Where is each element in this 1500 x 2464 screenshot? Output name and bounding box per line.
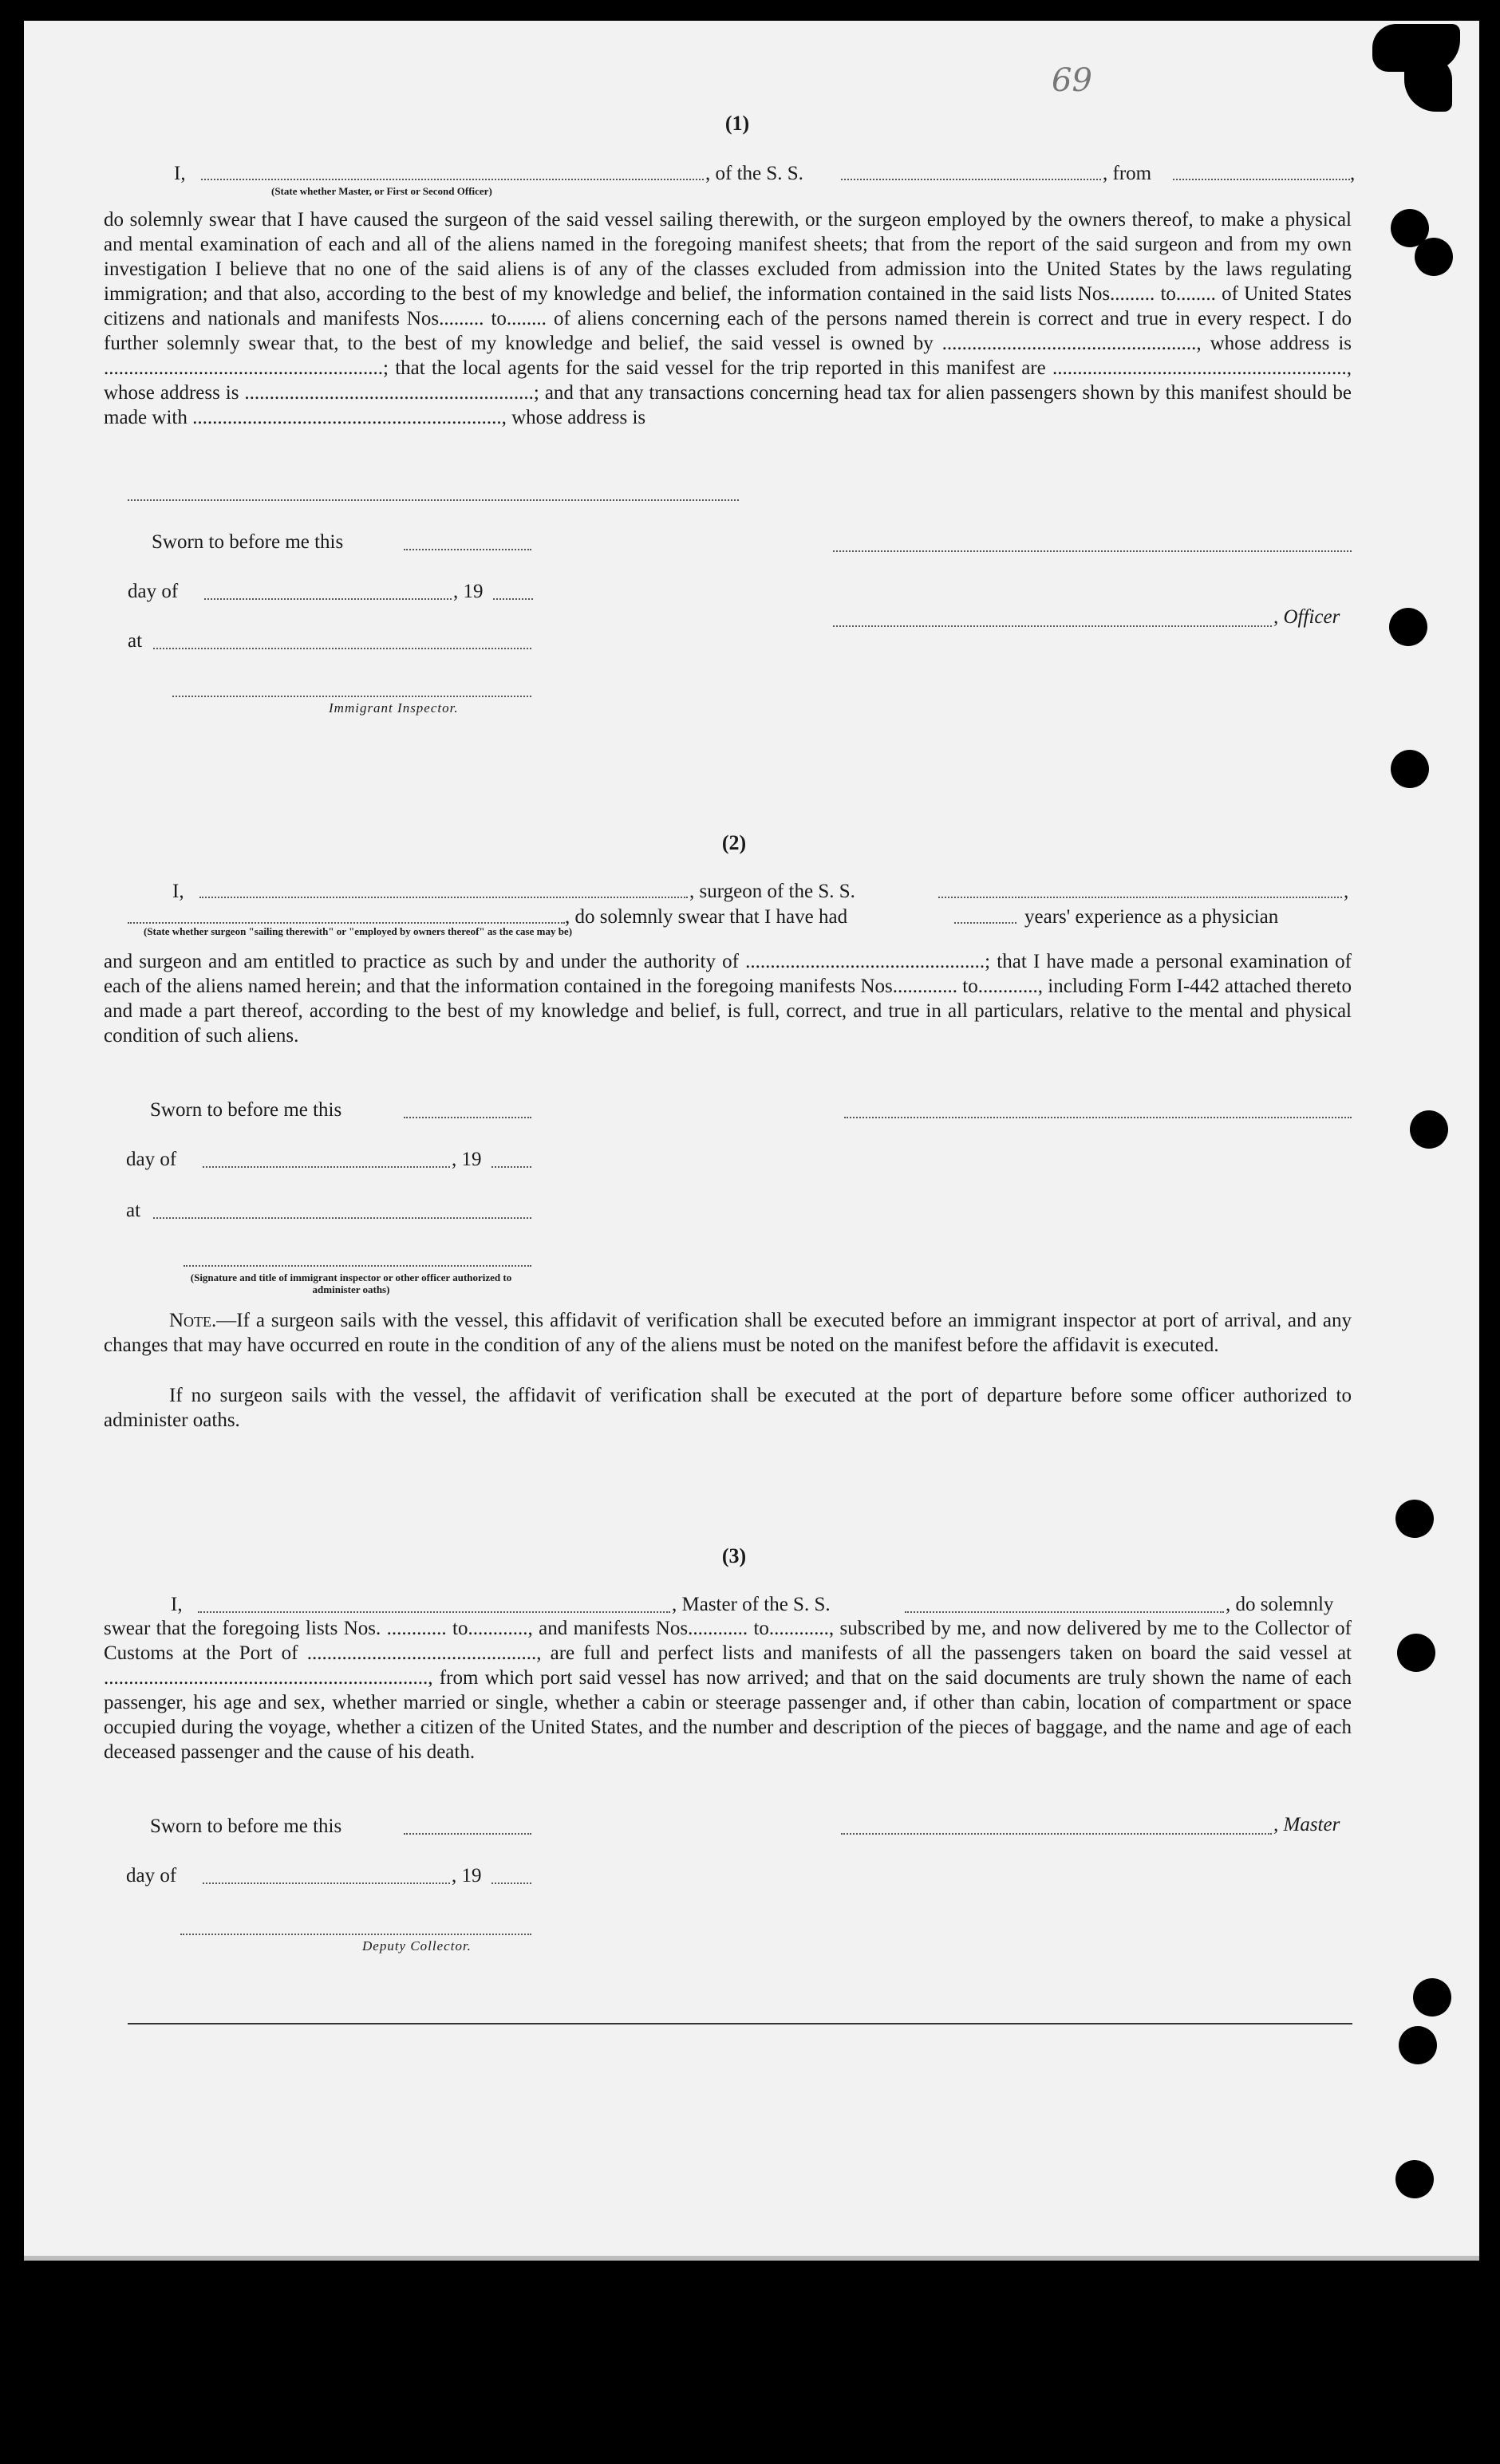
blank-field[interactable] — [404, 1833, 531, 1835]
punch-hole — [1391, 750, 1429, 788]
sworn-label: Sworn to before me this — [152, 531, 344, 553]
note-text: —If a surgeon sails with the vessel, this affidavit of verification shall be executed before an immigrant inspector at port of arrival, and any changes that may have occurred en route in the condition of any of the aliens must be noted on the manifest before the affidavit is executed. — [104, 1310, 1352, 1356]
section1-subcaption: (State whether Master, or First or Second Officer) — [271, 185, 492, 197]
page-edge — [24, 2256, 1479, 2261]
deputy-signature-line[interactable] — [180, 1934, 531, 1935]
master-signature-line[interactable] — [841, 1833, 1272, 1835]
day-of-label: day of — [126, 1865, 177, 1886]
section2-comma: , — [1344, 881, 1349, 902]
blank-field[interactable] — [128, 922, 565, 924]
blank-field[interactable] — [204, 598, 452, 600]
section1-i: I, — [174, 163, 186, 184]
punch-hole — [1413, 1978, 1451, 2017]
blank-field[interactable] — [203, 1166, 450, 1168]
blank-field[interactable] — [493, 598, 533, 600]
day-of-label: day of — [128, 581, 179, 602]
punch-hole — [1399, 2026, 1437, 2064]
punch-hole — [1395, 2160, 1434, 2198]
deputy-caption: Deputy Collector. — [362, 1938, 472, 1953]
blank-field[interactable] — [1173, 179, 1350, 180]
inspector-caption: Immigrant Inspector. — [329, 700, 459, 716]
blank-field[interactable] — [199, 897, 688, 898]
blank-field[interactable] — [153, 648, 531, 649]
punch-hole — [1415, 238, 1453, 276]
section1-comma: , — [1350, 163, 1356, 184]
sworn-label: Sworn to before me this — [150, 1815, 342, 1837]
at-label: at — [128, 630, 143, 652]
blank-field[interactable] — [203, 1882, 450, 1884]
blank-field[interactable] — [491, 1882, 531, 1884]
blank-field[interactable] — [201, 179, 704, 180]
blank-field[interactable] — [905, 1611, 1224, 1613]
officer-signature-line[interactable] — [833, 625, 1272, 627]
blank-field[interactable] — [153, 1217, 531, 1219]
section2-note — [104, 1308, 1352, 1358]
section3-master-of: , Master of the S. S. — [672, 1594, 831, 1615]
section2-surgeon-of: , surgeon of the S. S. — [689, 881, 855, 902]
officer-label: , Officer — [1273, 606, 1340, 628]
punch-hole — [1410, 1110, 1448, 1149]
section2-subcaption: (State whether surgeon "sailing therewith" or "employed by owners thereof" as the case may be) — [144, 925, 573, 937]
section2-heading: (2) — [721, 831, 747, 854]
section3-heading: (3) — [721, 1544, 747, 1567]
section1-heading: (1) — [724, 112, 750, 135]
blank-field[interactable] — [404, 549, 531, 550]
section3-body: swear that the foregoing lists Nos. ............ to............, and manifests Nos............ to............, subscribed by me, and now delivered by me to the Collector of Customs at the Port of .............................................., are full and perfect lists and manifests of all the passengers taken on board the said vessel at ................................................................., from which port said vessel has now arrived; and that on the said documents are truly shown the name of each passenger, his age and sex, whether married or single, whether a cabin or steerage passenger and, if other than cabin, location of compartment or space occupied during the voyage, whether a citizen of the United States, and the number and description of the pieces of baggage, and the name and age of each deceased passenger and the cause of his death. — [104, 1618, 1352, 1763]
blank-field[interactable] — [198, 1611, 670, 1613]
note-label: Note. — [169, 1310, 217, 1331]
surgeon-signature-line[interactable] — [844, 1117, 1352, 1118]
punch-hole — [1389, 608, 1427, 646]
sworn-label: Sworn to before me this — [150, 1099, 342, 1121]
section2-i: I, — [172, 881, 184, 902]
blank-field[interactable] — [404, 1117, 531, 1118]
blank-field[interactable] — [128, 499, 739, 501]
section1-of-ss: , of the S. S. — [705, 163, 803, 184]
year-label: , 19 — [452, 1865, 482, 1886]
bottom-rule — [128, 2023, 1352, 2024]
section2-years: years' experience as a physician — [1024, 906, 1279, 928]
punch-hole — [1395, 1500, 1434, 1538]
punch-hole — [1397, 1634, 1435, 1672]
section3-solemnly: , do solemnly — [1226, 1594, 1334, 1615]
signature-line[interactable] — [833, 550, 1352, 552]
master-label: , Master — [1273, 1814, 1340, 1835]
section1-from: , from — [1103, 163, 1152, 184]
year-label: , 19 — [452, 1149, 482, 1170]
year-label: , 19 — [453, 581, 484, 602]
at-label: at — [126, 1200, 141, 1221]
inspector-signature-line[interactable] — [184, 1265, 531, 1267]
section3-i: I, — [171, 1594, 183, 1615]
inspector-signature-line[interactable] — [172, 696, 531, 697]
section2-sig-caption: (Signature and title of immigrant inspector or other officer authorized to administer oaths) — [190, 1271, 512, 1295]
section2-swear: , do solemnly swear that I have had — [565, 906, 848, 928]
blank-field[interactable] — [954, 922, 1016, 924]
blank-field[interactable] — [491, 1166, 531, 1168]
blank-field[interactable] — [841, 179, 1101, 180]
day-of-label: day of — [126, 1149, 177, 1170]
section2-body: and surgeon and am entitled to practice as such by and under the authority of ................................................; that I have made a personal examination of each of the aliens named herein; and that the information contained in the foregoing manifests Nos............. to............, including Form I-442 attached thereto and made a part thereof, according to the best of my knowledge and belief, is full, correct, and true in all particulars, relative to the mental and physical condition of such aliens. — [104, 951, 1352, 1047]
corner-note: 69 — [1052, 62, 1092, 99]
section1-body: do solemnly swear that I have caused the surgeon of the said vessel sailing therewith, or the surgeon employed by the owners thereof, to make a physical and mental examination of each and all of the aliens named in the foregoing manifest sheets; that from the report of the said surgeon and from my own investigation I believe that no one of the said aliens is of any of the classes excluded from admission into the United States by the laws regulating immigration; and that also, according to the best of my knowledge and belief, the information contained in the said lists Nos......... to........ of United States citizens and nationals and manifests Nos......... to........ of aliens concerning each of the persons named therein is correct and true in every respect. I do further solemnly swear that, to the best of my knowledge and belief, the said vessel is owned by ..................................................., whose address is ........................................................; that the local agents for the said vessel for the trip reported in this manifest are ..........................................................., whose address is ..........................................................; and that any transactions concerning head tax for alien passengers shown by this manifest should be made with .............................................................., whose address is — [104, 209, 1352, 428]
blank-field[interactable] — [938, 897, 1342, 898]
section2-note2: If no surgeon sails with the vessel, the affidavit of verification shall be executed at the port of departure before some officer authorized to administer oaths. — [104, 1385, 1352, 1431]
